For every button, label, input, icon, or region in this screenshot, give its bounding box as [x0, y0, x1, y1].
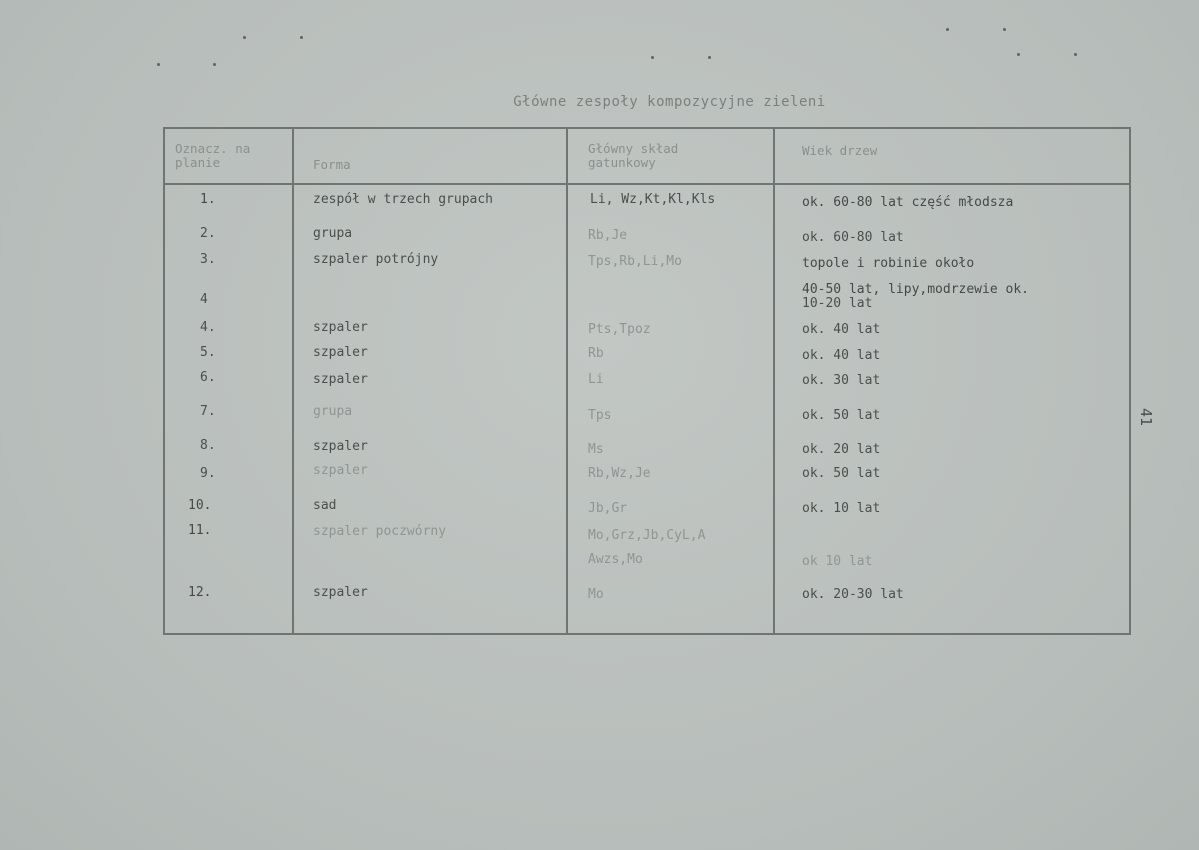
scan-speck — [300, 36, 303, 39]
row-8-form: szpaler — [313, 439, 368, 454]
scan-speck — [651, 56, 654, 59]
row-6-species: Li — [588, 372, 604, 387]
header-divider — [163, 183, 1131, 185]
row-2-designation: 2. — [200, 226, 216, 241]
column-divider — [773, 127, 775, 635]
row-1-form: zespół w trzech grupach — [313, 192, 494, 207]
row-5-species: Rb — [588, 346, 604, 361]
header-tree-age: Wiek drzew — [802, 143, 878, 158]
row-6-form: szpaler — [313, 372, 368, 387]
row-12-form: szpaler — [313, 585, 368, 600]
row-12-age: ok. 20-30 lat — [802, 587, 904, 602]
row-11-species-line1: Mo,Grz,Jb,CyL,A — [588, 528, 706, 543]
row-11-designation: 11. — [188, 523, 212, 538]
row-1-designation: 1. — [200, 192, 216, 207]
column-divider — [566, 127, 568, 635]
row-4-form: szpaler — [313, 320, 368, 335]
scan-speck — [1017, 53, 1020, 56]
row-3-age: topole i robinie około — [802, 256, 975, 271]
row-8-species: Ms — [588, 442, 604, 457]
row-8-age: ok. 20 lat — [802, 442, 881, 457]
scan-speck — [157, 63, 160, 66]
row-10-designation: 10. — [188, 498, 212, 513]
row-4-designation: 4. — [200, 320, 216, 335]
row-3-form: szpaler potrójny — [313, 252, 439, 267]
column-divider — [292, 127, 294, 635]
row-11-species-line2: Awzs,Mo — [588, 552, 643, 567]
row-10-age: ok. 10 lat — [802, 501, 881, 516]
row-7-designation: 7. — [200, 404, 216, 419]
row-1-species: Li, Wz,Kt,Kl,Kls — [590, 192, 716, 207]
scan-speck — [243, 36, 246, 39]
row-6-designation: 6. — [200, 370, 216, 385]
row-5-form: szpaler — [313, 345, 368, 360]
scan-speck — [946, 28, 949, 31]
row-7-age: ok. 50 lat — [802, 408, 881, 423]
row-3b-designation: 4 — [200, 292, 208, 307]
row-11-form: szpaler poczwórny — [313, 524, 447, 539]
row-11-age: ok 10 lat — [802, 554, 873, 569]
header-designation-line1: Oznacz. na — [175, 141, 251, 156]
row-4-species: Pts,Tpoz — [588, 322, 651, 337]
scan-speck — [708, 56, 711, 59]
row-12-species: Mo — [588, 587, 604, 602]
row-9-designation: 9. — [200, 466, 216, 481]
row-8-designation: 8. — [200, 438, 216, 453]
row-7-form: grupa — [313, 404, 353, 419]
row-9-age: ok. 50 lat — [802, 466, 881, 481]
header-designation-line2: planie — [175, 155, 221, 170]
row-12-designation: 12. — [188, 585, 212, 600]
row-3-species: Tps,Rb,Li,Mo — [588, 254, 682, 269]
scan-speck — [1074, 53, 1077, 56]
row-3b-age-line2: 10-20 lat — [802, 296, 873, 311]
header-species-line2: gatunkowy — [588, 155, 656, 170]
header-species-line1: Główny skład — [588, 141, 679, 156]
scan-speck — [1003, 28, 1006, 31]
row-5-age: ok. 40 lat — [802, 348, 881, 363]
row-10-form: sad — [313, 498, 337, 513]
row-1-age: ok. 60-80 lat część młodsza — [802, 195, 1014, 210]
row-2-species: Rb,Je — [588, 228, 628, 243]
page-number: 41 — [1137, 408, 1155, 427]
page-title: Główne zespoły kompozycyjne zieleni — [513, 94, 826, 110]
row-2-age: ok. 60-80 lat — [802, 230, 904, 245]
row-6-age: ok. 30 lat — [802, 373, 881, 388]
row-3b-age-line1: 40-50 lat, lipy,modrzewie ok. — [802, 282, 1029, 297]
row-5-designation: 5. — [200, 345, 216, 360]
row-7-species: Tps — [588, 408, 612, 423]
row-9-species: Rb,Wz,Je — [588, 466, 651, 481]
row-2-form: grupa — [313, 226, 353, 241]
row-9-form: szpaler — [313, 463, 368, 478]
header-form: Forma — [313, 157, 351, 172]
row-4-age: ok. 40 lat — [802, 322, 881, 337]
row-10-species: Jb,Gr — [588, 501, 628, 516]
row-3-designation: 3. — [200, 252, 216, 267]
scan-speck — [213, 63, 216, 66]
